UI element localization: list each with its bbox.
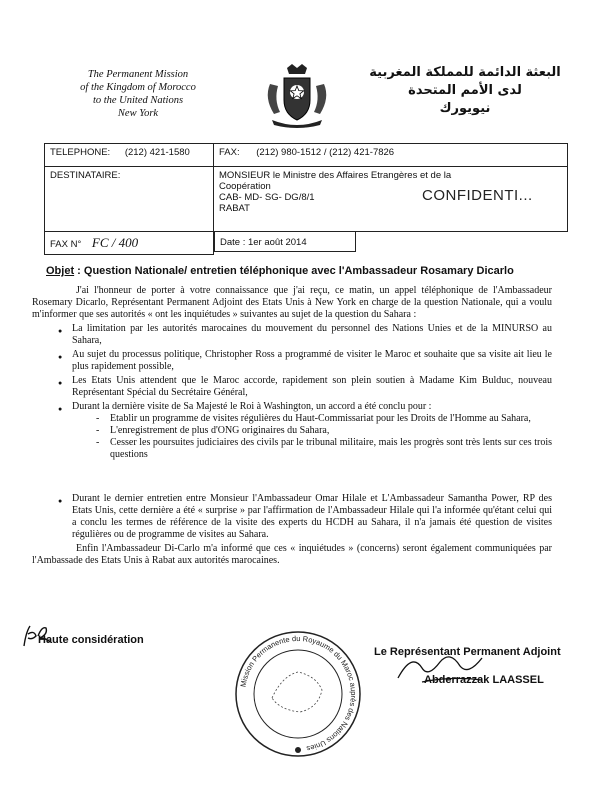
list-item: ● Durant le dernier entretien entre Monsieur l'Ambassadeur Omar Hilale et L'Ambassadeur Samantha Power, RP des Etats Unis, cette dernière a été « surprise » par l'affirmation de l'Ambassadeur Hilale qui l'a informée qu'étant celui qui a conclu les termes de référence de la visite des experts du HCDH au Sahara, il n'a jamais été question de visites régulières ou de programme de visites au Sahara. — [72, 493, 552, 541]
arabic-line-2: لدى الأمم المتحدة — [408, 83, 522, 98]
fax-number-label: FAX N° — [50, 239, 82, 250]
date-text: Date : 1er août 2014 — [220, 237, 307, 248]
svg-text:Mission Permanente du Royaume — [238, 634, 358, 753]
arabic-line-1: البعثة الدائمة للمملكة المغربية — [369, 65, 561, 80]
mission-name-arabic — [360, 64, 570, 118]
sub-list-item: - Etablir un programme de visites régulières du Haut-Commissariat pour les Droits de l'Homme au Sahara, — [110, 413, 552, 425]
concerns-list — [32, 323, 552, 461]
mission-line-3: to the United Nations — [92, 95, 184, 106]
mission-line-2: of the Kingdom of Morocco — [80, 82, 196, 93]
mission-line-4: New York — [117, 108, 159, 119]
destinataire-line-3: CAB- MD- SG- DG/8/1 — [219, 192, 315, 203]
list-item: ● Les Etats Unis attendent que le Maroc accorde, rapidement son plein soutien à Madame Kim Bulduc, nouveau Représentant Spécial du Secrétaire Général, — [72, 375, 552, 399]
subject-line — [46, 265, 576, 277]
letter-body — [32, 285, 552, 567]
fax-label: FAX: — [219, 147, 240, 158]
destinataire-label-cell — [45, 167, 214, 232]
arabic-line-3: نيويورك — [439, 101, 491, 116]
confidential-stamp: CONFIDENTI... — [422, 187, 533, 204]
destinataire-line-2: Coopération — [219, 181, 271, 192]
fax-number-cell — [45, 232, 214, 255]
subject-text: : Question Nationale/ entretien téléphonique avec l'Ambassadeur Rosamary Dicarlo — [74, 265, 514, 277]
fax-number-handwritten: FC / 400 — [91, 235, 139, 250]
list-item: ● La limitation par les autorités marocaines du mouvement du personnel des Nations Unies et de la MINURSO au Sahara, — [72, 323, 552, 347]
sub-list-item: - L'enregistrement de plus d'ONG originaires du Sahara, — [110, 425, 552, 437]
date-cell — [214, 232, 356, 252]
list-item-text: Durant la dernière visite de Sa Majesté le Roi à Washington, un accord a été conclu pour : — [72, 401, 432, 412]
destinataire-label: DESTINATAIRE: — [50, 170, 121, 181]
seal-text: Mission Permanente du Royaume du Maroc auprès des Nations Unies — [238, 633, 359, 754]
subject-label: Objet — [46, 265, 75, 277]
fax-value: (212) 980-1512 / (212) 421-7826 — [256, 147, 395, 158]
intro-paragraph: J'ai l'honneur de porter à votre connaissance que j'ai reçu, ce matin, un appel téléphonique de l'Ambassadeur Rosemary Dicarlo, Représentant Permanent Adjoint des Etats Unis à New York en charge de la question Nationale, qui a voulu m'informer que ses autorités « ont les inquiétudes » suivantes au sujet de la question du Sahara : — [32, 285, 552, 320]
agreement-sublist — [72, 413, 552, 461]
signatory-name: Abderrazzak LAASSEL — [424, 674, 544, 686]
destinataire-line-4: RABAT — [219, 203, 250, 214]
second-list — [32, 493, 552, 541]
closing-paragraph: Enfin l'Ambassadeur Di-Carlo m'a informé que ces « inquiétudes » (concerns) seront également communiquées par l'Ambassade des Etats Unis à Rabat aux autorités marocaines. — [32, 543, 552, 566]
signatory-title: Le Représentant Permanent Adjoint — [374, 646, 561, 658]
destinataire-line-1: MONSIEUR le Ministre des Affaires Etrangères et de la — [219, 170, 452, 181]
telephone-cell — [45, 144, 214, 167]
list-item: ● Au sujet du processus politique, Christopher Ross a programmé de visiter le Maroc et souhaite que sa visite ait lieu le plus rapidement possible, — [72, 349, 552, 373]
courtesy-closing: Haute considération — [38, 634, 144, 646]
official-seal-stamp — [232, 628, 364, 760]
list-item — [72, 401, 552, 461]
telephone-label: TELEPHONE: — [50, 147, 111, 158]
mission-line-1: The Permanent Mission — [87, 69, 189, 80]
telephone-value: (212) 421-1580 — [124, 147, 190, 158]
fax-cell — [214, 144, 568, 167]
mission-name-english — [48, 68, 228, 120]
date-cell-wrapper — [214, 232, 568, 255]
sub-list-item: - Cesser les poursuites judiciaires des civils par le tribunal militaire, mais les progrès sont très lents sur ces trois questions — [110, 437, 552, 461]
coat-of-arms-emblem — [262, 62, 332, 128]
